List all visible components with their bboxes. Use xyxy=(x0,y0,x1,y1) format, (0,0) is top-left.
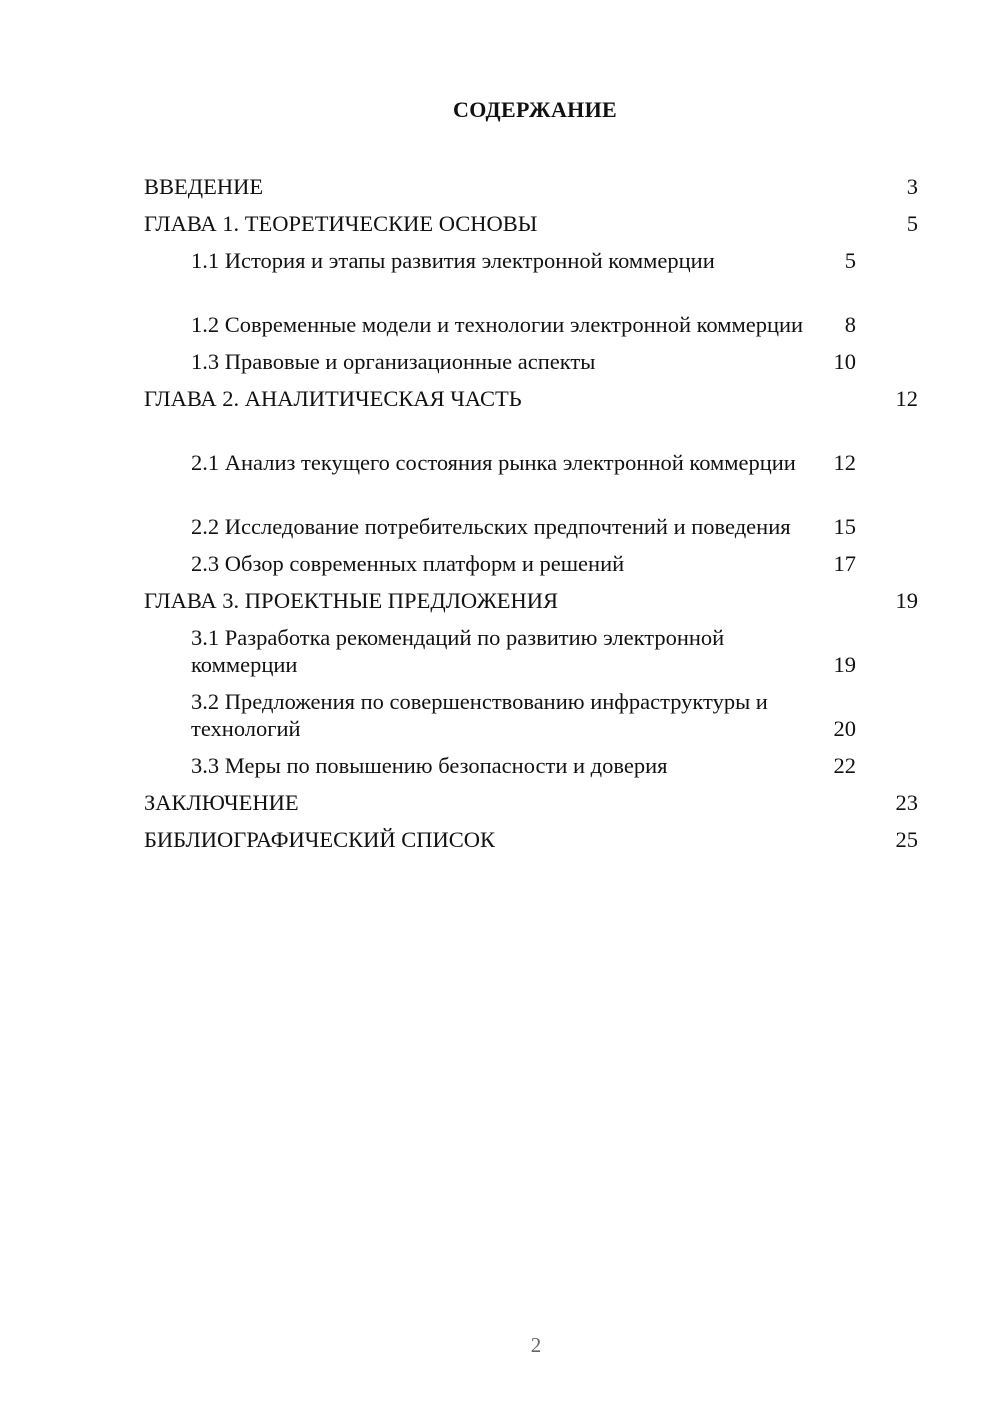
toc-entry-page: 10 xyxy=(833,349,856,374)
toc-entry-page: 22 xyxy=(833,753,856,778)
toc-entry-page: 15 xyxy=(833,514,856,539)
toc-entry-label: 1.2 Современные модели и технологии электронной коммерции xyxy=(191,312,804,337)
toc-entry-chapter-2[interactable] xyxy=(0,380,918,417)
toc-entry-section-1-1[interactable] xyxy=(0,242,918,279)
toc-entry-page: 25 xyxy=(895,827,918,852)
toc-entry-label: ГЛАВА 3. ПРОЕКТНЫЕ ПРЕДЛОЖЕНИЯ xyxy=(144,588,559,613)
toc-entry-page: 3 xyxy=(906,174,918,199)
toc-entry-page: 5 xyxy=(906,211,918,236)
toc-title: СОДЕРЖАНИЕ xyxy=(453,97,617,122)
toc-entry-label: БИБЛИОГРАФИЧЕСКИЙ СПИСОК xyxy=(144,827,496,852)
toc-entry-label: 2.3 Обзор современных платформ и решений xyxy=(191,551,625,576)
toc-entry-chapter-3[interactable] xyxy=(0,582,918,619)
table-of-contents xyxy=(0,168,1000,858)
toc-entry-label: 3.3 Меры по повышению безопасности и доверия xyxy=(191,753,668,778)
toc-entry-page: 17 xyxy=(833,551,856,576)
toc-entry-page: 12 xyxy=(895,386,918,411)
toc-entry-label: 1.3 Правовые и организационные аспекты xyxy=(191,349,596,374)
toc-entry-section-1-2[interactable] xyxy=(0,279,918,343)
toc-entry-label: 3.1 Разработка рекомендаций по развитию электронной коммерции xyxy=(191,625,725,677)
toc-entry-bibliography[interactable] xyxy=(0,821,918,858)
toc-entry-page: 19 xyxy=(833,652,856,677)
toc-entry-label: 3.2 Предложения по совершенствованию инфраструктуры и технологий xyxy=(191,689,768,741)
toc-entry-label: ГЛАВА 1. ТЕОРЕТИЧЕСКИЕ ОСНОВЫ xyxy=(144,211,538,236)
toc-entry-label: ВВЕДЕНИЕ xyxy=(144,174,264,199)
toc-entry-label: 2.1 Анализ текущего состояния рынка электронной коммерции xyxy=(191,450,796,475)
toc-entry-chapter-1[interactable] xyxy=(0,205,918,242)
toc-entry-page: 19 xyxy=(895,588,918,613)
toc-entry-section-2-1[interactable] xyxy=(0,417,918,481)
toc-entry-section-2-2[interactable] xyxy=(0,481,918,545)
toc-entry-section-3-3[interactable] xyxy=(0,747,918,784)
page-number: 2 xyxy=(530,1333,542,1357)
toc-entry-conclusion[interactable] xyxy=(0,784,918,821)
toc-entry-introduction[interactable] xyxy=(0,168,918,205)
toc-entry-label: 2.2 Исследование потребительских предпочтений и поведения xyxy=(191,514,791,539)
toc-entry-label: 1.1 История и этапы развития электронной коммерции xyxy=(191,248,715,273)
toc-entry-section-1-3[interactable] xyxy=(0,343,918,380)
toc-entry-page: 20 xyxy=(833,716,856,741)
toc-entry-label: ЗАКЛЮЧЕНИЕ xyxy=(144,790,299,815)
toc-entry-page: 5 xyxy=(844,248,856,273)
toc-entry-page: 8 xyxy=(844,312,856,337)
toc-entry-section-3-2[interactable] xyxy=(0,683,918,747)
toc-entry-section-3-1[interactable] xyxy=(0,619,918,683)
toc-entry-page: 23 xyxy=(895,790,918,815)
toc-entry-label: ГЛАВА 2. АНАЛИТИЧЕСКАЯ ЧАСТЬ xyxy=(144,386,522,411)
toc-entry-page: 12 xyxy=(833,450,856,475)
toc-entry-section-2-3[interactable] xyxy=(0,545,918,582)
